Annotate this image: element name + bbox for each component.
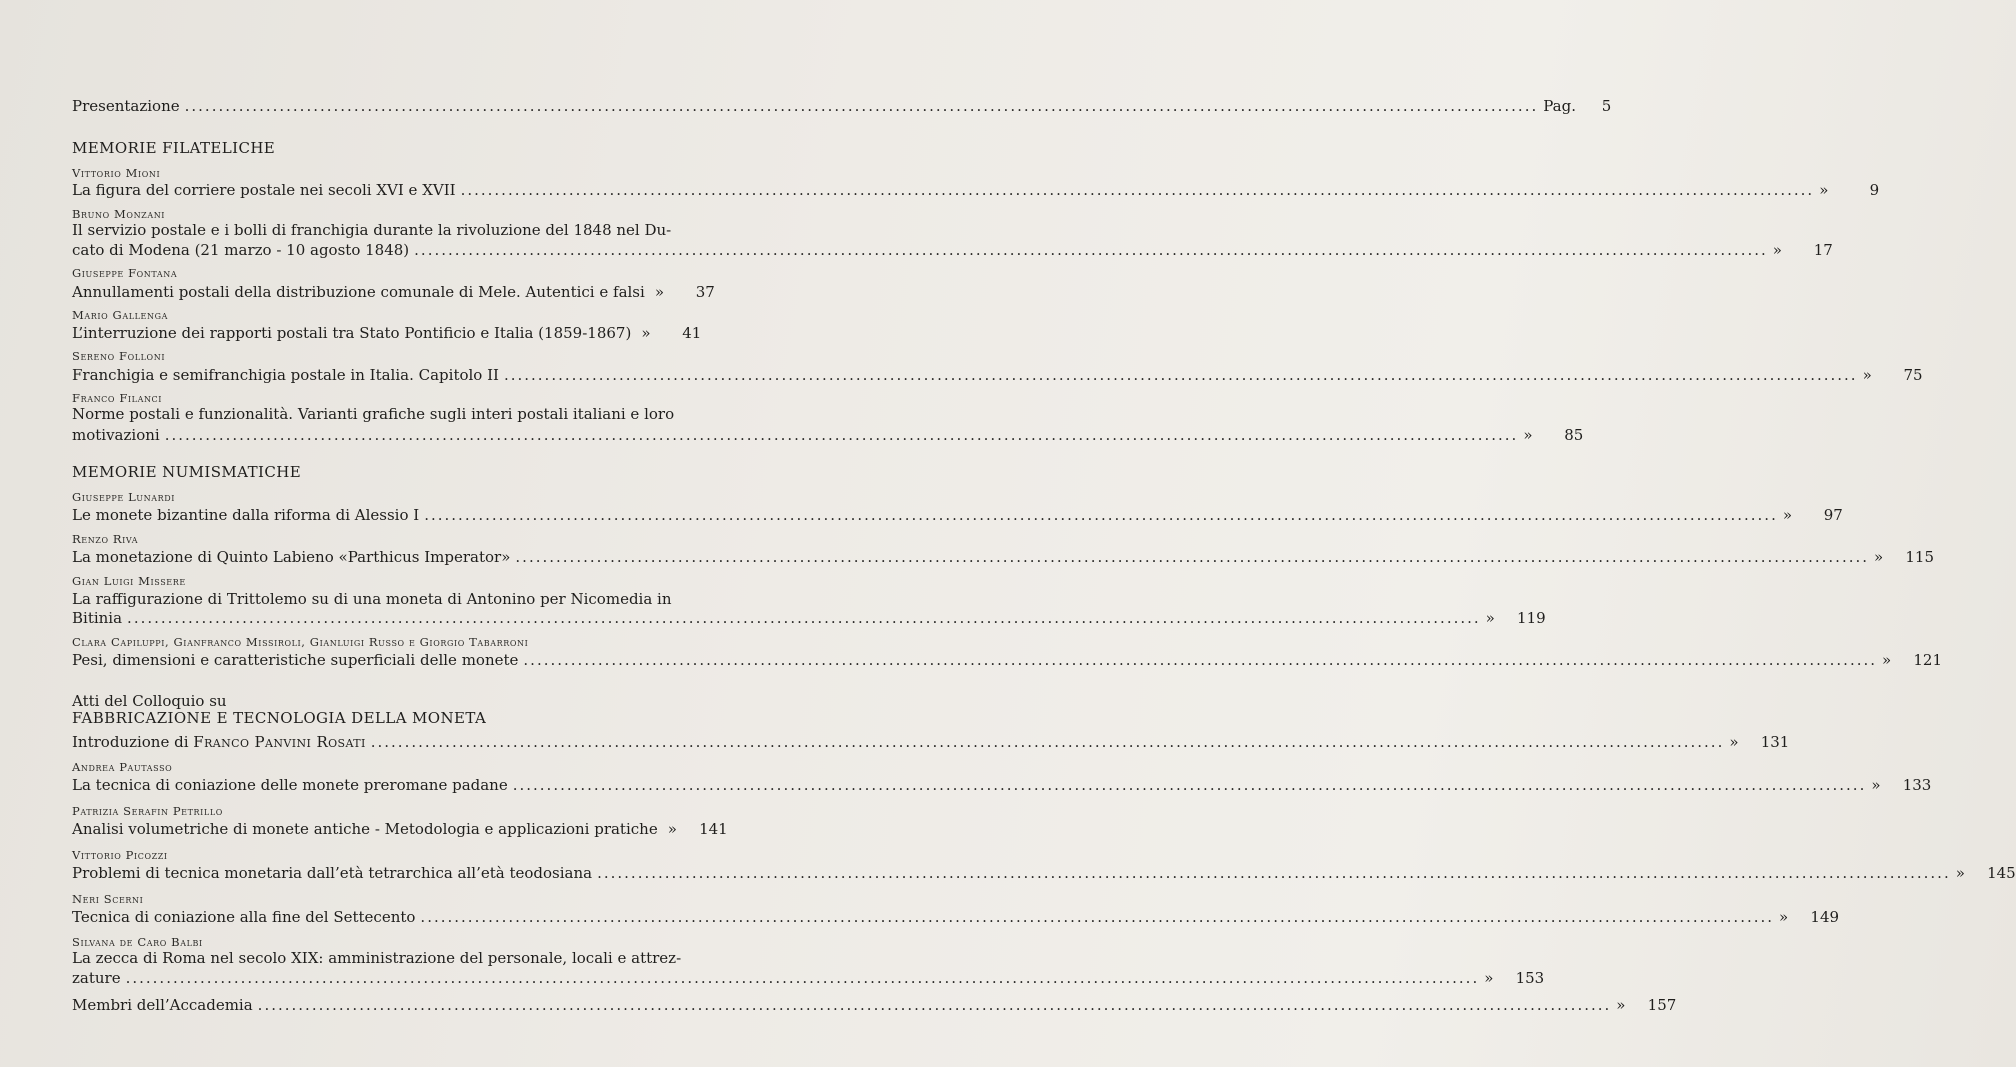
- ditto-mark: »: [1779, 908, 1789, 926]
- page-number: 145: [1987, 864, 2016, 882]
- page-number: 17: [1813, 241, 1833, 259]
- ditto-mark: »: [1485, 609, 1495, 627]
- ditto-mark: »: [1616, 996, 1626, 1014]
- dot-leader: ........................................................................................................................................................................................................: [424, 506, 1778, 524]
- introduction-label: Introduzione di: [72, 733, 189, 751]
- entry-author: Neri Scerni: [72, 892, 144, 906]
- toc-entry: [72, 280, 715, 302]
- ditto-mark: »: [1882, 651, 1892, 669]
- page-label: Pag.: [1543, 97, 1576, 115]
- entry-title-line: La zecca di Roma nel secolo XIX: amministrazione del personale, locali e attrez-: [72, 949, 682, 967]
- entry-author: Renzo Riva: [72, 532, 139, 546]
- dot-leader: ........................................................................................................................................................................................................: [503, 366, 1858, 384]
- ditto-mark: »: [654, 283, 664, 301]
- section-heading-numismatiche: MEMORIE NUMISMATICHE: [72, 463, 302, 481]
- page-number: 97: [1823, 506, 1843, 524]
- entry-title-line: La raffigurazione di Trittolemo su di una moneta di Antonino per Nicomedia in: [72, 590, 672, 608]
- entry-author: Franco Panvini Rosati: [193, 733, 366, 751]
- toc-entry: [72, 545, 1935, 567]
- section-heading-filateliche: MEMORIE FILATELICHE: [72, 139, 276, 157]
- ditto-mark: »: [1729, 733, 1739, 751]
- page-number: 133: [1902, 776, 1932, 794]
- dot-leader: ........................................................................................................................................................................................................: [523, 651, 1878, 669]
- entry-title: La tecnica di coniazione delle monete preromane padane: [72, 776, 508, 794]
- entry-author: Franco Filanci: [72, 391, 163, 405]
- ditto-mark: »: [1819, 181, 1829, 199]
- ditto-mark: »: [641, 324, 651, 342]
- toc-entry: [72, 606, 1546, 628]
- entry-title: [72, 732, 366, 752]
- toc-entry: [72, 321, 700, 343]
- dot-leader: ........................................................................................................................................................................................................: [460, 181, 1815, 199]
- entry-author: Clara Capiluppi, Gianfranco Missiroli, Gianluigi Russo e Giorgio Tabarroni: [72, 635, 529, 649]
- dot-leader: ........................................................................................................................................................................................................: [370, 733, 1725, 751]
- toc-entry: [72, 178, 1880, 200]
- entry-title: cato di Modena (21 marzo - 10 agosto 1848): [72, 241, 410, 259]
- entry-title: La figura del corriere postale nei secoli XVI e XVII: [72, 181, 456, 199]
- toc-entry-introduzione: [72, 730, 1790, 752]
- entry-author: Sereno Folloni: [72, 349, 166, 363]
- entry-author: Silvana de Caro Balbi: [72, 935, 203, 949]
- page-number: 5: [1601, 97, 1612, 115]
- page-number: 41: [682, 324, 702, 342]
- entry-title: L’interruzione dei rapporti postali tra Stato Pontificio e Italia (1859-1867): [72, 324, 632, 342]
- ditto-mark: »: [1862, 366, 1872, 384]
- dot-leader: ........................................................................................................................................................................................................: [184, 97, 1539, 115]
- page-number: 121: [1913, 651, 1943, 669]
- dot-leader: ........................................................................................................................................................................................................: [597, 864, 1951, 882]
- entry-author: Patrizia Serafin Petrillo: [72, 804, 223, 818]
- ditto-mark: »: [1782, 506, 1793, 524]
- page-number: 131: [1760, 733, 1790, 751]
- dot-leader: ........................................................................................................................................................................................................: [164, 426, 1519, 444]
- entry-title: zature: [72, 969, 121, 987]
- toc-entry: [72, 423, 1584, 445]
- entry-title-line: Norme postali e funzionalità. Varianti grafiche sugli interi postali italiani e loro: [72, 405, 675, 423]
- entry-author: Andrea Pautasso: [72, 760, 173, 774]
- entry-title: Presentazione: [72, 97, 180, 115]
- toc-entry: [72, 861, 2016, 883]
- entry-title: Annullamenti postali della distribuzione comunale di Mele. Autentici e falsi: [72, 283, 645, 301]
- ditto-mark: »: [1484, 969, 1494, 987]
- toc-entry: [72, 773, 1932, 795]
- entry-title: Le monete bizantine dalla riforma di Alessio I: [72, 506, 420, 524]
- entry-title: Bitinia: [72, 609, 123, 627]
- ditto-mark: »: [667, 820, 677, 838]
- toc-entry: [72, 363, 1923, 385]
- toc-entry-presentazione: [72, 94, 1612, 116]
- entry-title: Pesi, dimensioni e caratteristiche superficiali delle monete: [72, 651, 519, 669]
- dot-leader: ........................................................................................................................................................................................................: [420, 908, 1775, 926]
- entry-author: Gian Luigi Missere: [72, 574, 186, 588]
- ditto-mark: »: [1871, 776, 1881, 794]
- toc-entry: [72, 966, 1545, 988]
- dot-leader: ........................................................................................................................................................................................................: [414, 241, 1768, 259]
- ditto-mark: »: [1874, 548, 1884, 566]
- dot-leader: ........................................................................................................................................................................................................: [512, 776, 1867, 794]
- entry-author: Vittorio Picozzi: [72, 848, 168, 862]
- page-number: 157: [1647, 996, 1677, 1014]
- entry-author: Giuseppe Lunardi: [72, 490, 176, 504]
- page-number: 153: [1515, 969, 1545, 987]
- entry-author: Vittorio Mioni: [72, 166, 161, 180]
- entry-title: Problemi di tecnica monetaria dall’età tetrarchica all’età teodosiana: [72, 864, 593, 882]
- dot-leader: ........................................................................................................................................................................................................: [257, 996, 1612, 1014]
- entry-author: Giuseppe Fontana: [72, 266, 178, 280]
- entry-title: Tecnica di coniazione alla fine del Settecento: [72, 908, 416, 926]
- toc-entry-membri: [72, 993, 1677, 1015]
- entry-title: La monetazione di Quinto Labieno «Parthicus Imperator»: [72, 548, 511, 566]
- dot-leader: ........................................................................................................................................................................................................: [127, 609, 1481, 627]
- ditto-mark: »: [1955, 864, 1965, 882]
- toc-entry: [72, 905, 1840, 927]
- page-number: 149: [1810, 908, 1840, 926]
- entry-title: Analisi volumetriche di monete antiche - Metodologia e applicazioni pratiche: [72, 820, 658, 838]
- colloquio-intro: Atti del Colloquio su: [72, 692, 227, 710]
- dot-leader: ........................................................................................................................................................................................................: [515, 548, 1870, 566]
- ditto-mark: »: [1772, 241, 1782, 259]
- section-heading-colloquio: FABBRICAZIONE E TECNOLOGIA DELLA MONETA: [72, 709, 487, 727]
- toc-entry: [72, 503, 1843, 525]
- entry-title: motivazioni: [72, 426, 160, 444]
- toc-entry: [72, 648, 1943, 670]
- page-number: 115: [1905, 548, 1935, 566]
- page-number: 141: [699, 820, 728, 838]
- page-number: 75: [1903, 366, 1923, 384]
- entry-title-line: Il servizio postale e i bolli di franchigia durante la rivoluzione del 1848 nel Du-: [72, 221, 672, 239]
- page-number: 37: [695, 283, 715, 301]
- entry-author: Mario Gallenga: [72, 308, 168, 322]
- entry-title: Membri dell’Accademia: [72, 996, 253, 1014]
- ditto-mark: »: [1523, 426, 1533, 444]
- entry-title: Franchigia e semifranchigia postale in Italia. Capitolo II: [72, 366, 499, 384]
- page-number: 119: [1517, 609, 1546, 627]
- page-number: 9: [1869, 181, 1880, 199]
- page-number: 85: [1564, 426, 1584, 444]
- entry-author: Bruno Monzani: [72, 207, 166, 221]
- toc-entry: [72, 238, 1833, 260]
- dot-leader: ........................................................................................................................................................................................................: [125, 969, 1480, 987]
- toc-entry: [72, 817, 728, 839]
